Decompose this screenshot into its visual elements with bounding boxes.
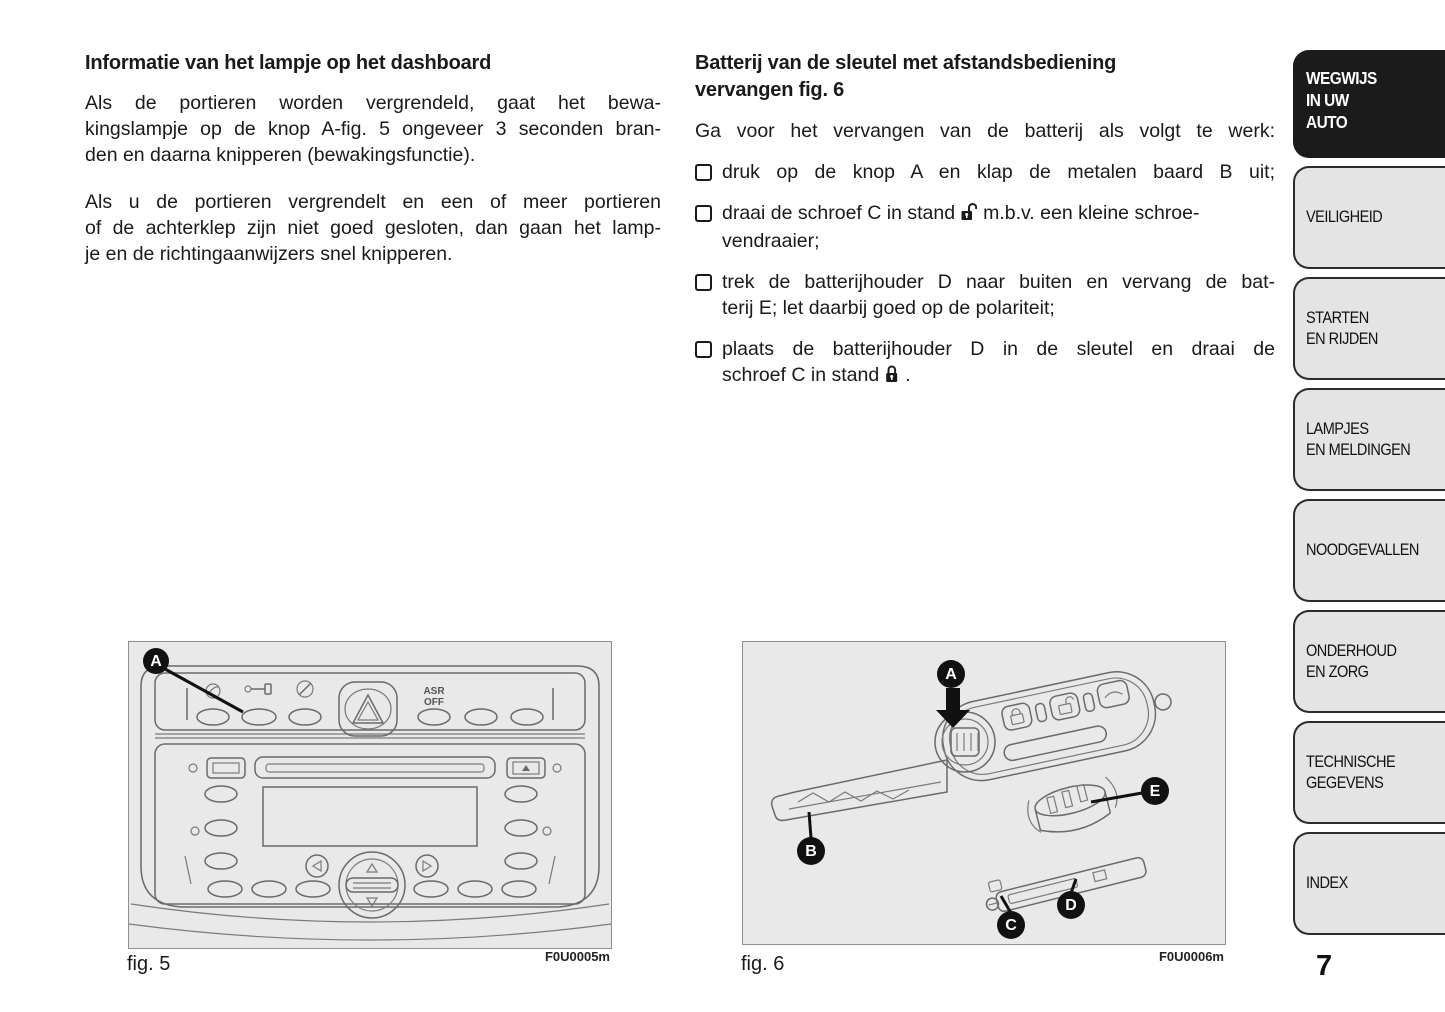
fig5-caption: fig. 5 (127, 953, 171, 975)
key-blade (772, 760, 947, 820)
bullet-line: trek de batterijhouder D naar buiten en vervang de bat- (722, 271, 1275, 293)
svg-text:A: A (945, 666, 957, 683)
svg-text:E: E (1149, 783, 1161, 800)
bullet-text-segment: draai de schroef C in stand (722, 202, 956, 224)
paragraph-line: Als u de portieren vergrendelt en een of meer portieren (85, 191, 661, 213)
bullet-text-segment: schroef C in stand (722, 364, 880, 386)
tab-onderhoud-en-zorg (1293, 610, 1445, 713)
thumb-tab-index (1293, 50, 1445, 943)
page-number: 7 (1316, 950, 1333, 982)
speed-limiter-off-icon (297, 681, 313, 697)
key-body (936, 661, 1180, 787)
list-item (695, 336, 1275, 390)
fig6-caption: fig. 6 (741, 953, 785, 975)
fig5-code: F0U0005m (544, 949, 610, 964)
left-heading: Informatie van het lampje op het dashboard (85, 52, 492, 74)
svg-text:OFF: OFF (424, 697, 444, 708)
fiat-logo-button (935, 712, 995, 772)
svg-text:D: D (1065, 897, 1077, 914)
fig6-illustration (743, 642, 1225, 944)
paragraph-line: je en de richtingaanwijzers snel knipperen. (85, 243, 453, 265)
svg-text:B: B (805, 843, 817, 860)
list-item (695, 200, 1275, 254)
svg-text:A: A (150, 653, 162, 670)
tab-label: ONDERHOUD EN ZORG (1306, 641, 1397, 681)
square-bullet-icon (695, 205, 712, 222)
square-bullet-icon (695, 274, 712, 291)
figure-6 (742, 641, 1226, 945)
tab-label: INDEX (1306, 874, 1348, 892)
left-paragraph-2 (85, 189, 661, 267)
bullet-text-segment: . (905, 364, 911, 386)
tab-label: LAMPJES EN MELDINGEN (1306, 419, 1411, 459)
bullet-line (722, 362, 1275, 390)
tab-index (1293, 832, 1445, 935)
bullet-text-segment: m.b.v. een kleine schroe- (983, 202, 1200, 224)
tab-technische-gegevens (1293, 721, 1445, 824)
paragraph-line: den en daarna knipperen (bewakingsfunctie). (85, 144, 476, 166)
tab-lampjes-en-meldingen (1293, 388, 1445, 491)
key-icon (245, 684, 271, 694)
paragraph-line: kingslampje op de knop A-fig. 5 ongeveer 3 seconden bran- (85, 118, 661, 140)
bullet-line: vendraaier; (722, 230, 820, 252)
tab-label: STARTEN EN RIJDEN (1306, 308, 1378, 348)
tab-veiligheid (1293, 166, 1445, 269)
tab-label: TECHNISCHE GEGEVENS (1306, 752, 1396, 792)
closed-padlock-icon (885, 364, 899, 390)
square-bullet-icon (695, 341, 712, 358)
radio-display (263, 787, 477, 846)
heading-line: Batterij van de sleutel met afstandsbediening (695, 52, 1117, 74)
marker-a (936, 660, 970, 728)
square-bullet-icon (695, 164, 712, 181)
intro-text: Ga voor het vervangen van de batterij als volgt te werk: (695, 120, 1275, 142)
battery (1024, 776, 1123, 841)
bullet-line (722, 200, 1275, 228)
left-paragraph-1 (85, 90, 661, 168)
tab-label: NOODGEVALLEN (1306, 541, 1419, 559)
list-item (695, 269, 1275, 321)
figure-5 (128, 641, 612, 949)
svg-text:C: C (1005, 917, 1017, 934)
tab-wegwijs-in-uw-auto (1293, 50, 1445, 158)
bullet-line: terij E; let daarbij goed op de polariteit; (722, 297, 1055, 319)
open-padlock-icon (961, 202, 977, 228)
bullet-line: plaats de batterijhouder D in de sleutel en draai de (722, 338, 1275, 360)
heading-line: vervangen fig. 6 (695, 79, 845, 101)
cd-slot (255, 757, 495, 778)
tab-label: WEGWIJS IN UW AUTO (1306, 68, 1377, 132)
paragraph-line: Als de portieren worden vergrendeld, gaat het bewa- (85, 92, 661, 114)
tab-starten-en-rijden (1293, 277, 1445, 380)
list-item (695, 159, 1275, 185)
asr-off-label: ASR (423, 686, 445, 697)
right-column (695, 50, 1275, 390)
center-knob (339, 852, 405, 918)
paragraph-line: of de achterklep zijn niet goed gesloten, dan gaan het lamp- (85, 217, 661, 239)
hazard-button-icon (339, 682, 397, 736)
tab-label: VEILIGHEID (1306, 208, 1383, 226)
bullet-line: druk op de knop A en klap de metalen baard B uit; (722, 161, 1275, 183)
fig6-code: F0U0006m (1158, 949, 1224, 964)
instruction-list (695, 159, 1275, 390)
door-lock-button (242, 709, 276, 725)
tab-noodgevallen (1293, 499, 1445, 602)
fig5-illustration (129, 642, 611, 948)
right-heading (695, 50, 1275, 104)
left-column (85, 50, 661, 267)
